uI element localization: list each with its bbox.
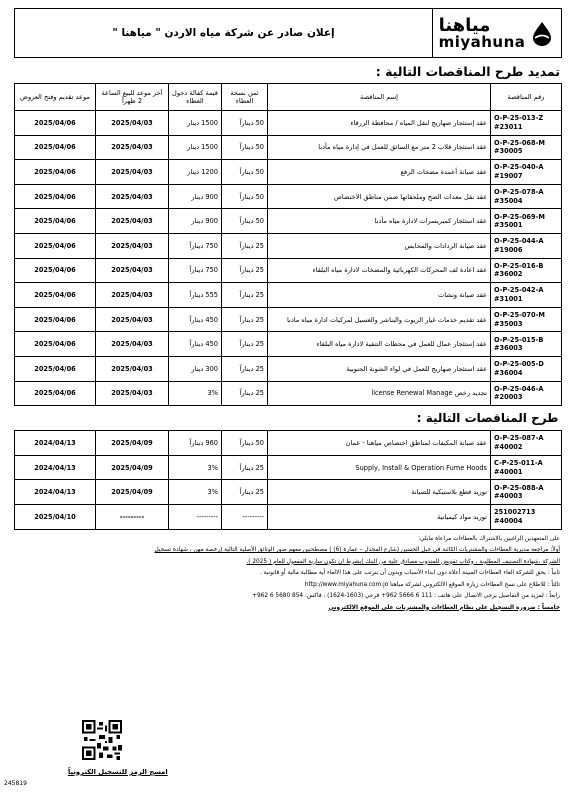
tender-ref bbox=[491, 111, 562, 136]
col-copy-price: ثمن نسخة العطاء bbox=[222, 84, 268, 111]
table-row bbox=[15, 381, 562, 406]
tender-name: Supply, Install & Operation Fume Hoods bbox=[268, 455, 491, 480]
table1-body bbox=[15, 111, 562, 406]
logo-arabic: مياهنا bbox=[438, 14, 491, 36]
tender-code: O-P-25-088-A bbox=[494, 483, 544, 492]
bond-value: 450 ديناراً bbox=[169, 332, 222, 357]
tender-code: O-P-25-005-D bbox=[494, 360, 544, 369]
tender-number: #40002 bbox=[494, 442, 523, 451]
announcement-page bbox=[14, 8, 562, 614]
logo-english: miyahuna bbox=[438, 32, 526, 51]
sale-deadline: 2025/04/03 bbox=[96, 356, 169, 381]
note-line: ثالثاً : للاطلاع على نسخ العطاءات زيارة الموقع الالكتروني لشركة مياهنا http://www.miyahuna.com.jo bbox=[304, 581, 560, 588]
bond-value: 1500 دينار bbox=[169, 135, 222, 160]
table-row bbox=[15, 258, 562, 283]
notes bbox=[14, 534, 560, 615]
header bbox=[14, 8, 562, 58]
tender-ref bbox=[491, 431, 562, 456]
opening-date: 2025/04/10 bbox=[15, 504, 96, 529]
opening-date: 2025/04/06 bbox=[15, 233, 96, 258]
code-number: 245819 bbox=[4, 780, 27, 787]
tender-code: O-P-25-087-A bbox=[494, 434, 544, 443]
col-opening: موعد تقديم وفتح العروض bbox=[15, 84, 96, 111]
tender-name: عقد صيانة المكيفات لمناطق اختصاص مياهنا - عمان bbox=[268, 431, 491, 456]
note-line: رابعاً : لمزيد من التفاصيل يرجى الاتصال على هاتف : 111 6 5666 962+ فرعي (1603-1624) ، فاكس: 854 5680 6 962+ bbox=[252, 593, 560, 599]
tender-ref bbox=[491, 233, 562, 258]
bond-value: 900 دينار bbox=[169, 184, 222, 209]
section-title-row bbox=[15, 406, 562, 431]
table-row bbox=[15, 431, 562, 456]
table-header-row bbox=[15, 84, 562, 111]
sale-deadline: 2025/04/03 bbox=[96, 184, 169, 209]
table-row bbox=[15, 455, 562, 480]
tender-code: O-P-25-046-A bbox=[494, 384, 544, 393]
opening-date: 2025/04/06 bbox=[15, 307, 96, 332]
tender-code: O-P-25-070-M bbox=[494, 310, 545, 319]
copy-price: 25 ديناراً bbox=[222, 283, 268, 308]
qr-caption: امسح الرمز للتسجيل الكترونياً bbox=[68, 768, 168, 776]
tender-number: #36004 bbox=[494, 368, 523, 377]
bond-value: 300 دينار bbox=[169, 356, 222, 381]
tender-name: عقد استئجار قلاب 2 متر مع السائق للعمل في إدارة مياه مأدبا bbox=[268, 135, 491, 160]
tender-number: #20003 bbox=[494, 393, 523, 402]
table-row bbox=[15, 283, 562, 308]
bond-value: 3% bbox=[169, 480, 222, 505]
bond-value: 3% bbox=[169, 455, 222, 480]
sale-deadline: 2025/04/03 bbox=[96, 381, 169, 406]
copy-price: 50 ديناراً bbox=[222, 160, 268, 185]
copy-price: 25 ديناراً bbox=[222, 480, 268, 505]
opening-date: 2025/04/06 bbox=[15, 160, 96, 185]
tender-ref bbox=[491, 332, 562, 357]
opening-date: 2025/04/06 bbox=[15, 111, 96, 136]
tender-name: عقد صيانة الردادات والمحابس bbox=[268, 233, 491, 258]
copy-price: 25 ديناراً bbox=[222, 233, 268, 258]
tender-name: عقد اعادة لف المحركات الكهربائية والمضخات لادارة مياه البلقاء bbox=[268, 258, 491, 283]
tender-code: O-P-25-078-A bbox=[494, 188, 544, 197]
table-row bbox=[15, 356, 562, 381]
table-row bbox=[15, 332, 562, 357]
copy-price: 50 ديناراً bbox=[222, 209, 268, 234]
sale-deadline: 2025/04/03 bbox=[96, 135, 169, 160]
tender-name: عقد إستئجار صهاريج لنقل المياه / محافظة الزرقاء bbox=[268, 111, 491, 136]
sale-deadline: 2025/04/03 bbox=[96, 332, 169, 357]
table-row bbox=[15, 307, 562, 332]
copy-price: 25 ديناراً bbox=[222, 332, 268, 357]
col-ref: رقم المناقصة bbox=[491, 84, 562, 111]
opening-date: 2025/04/06 bbox=[15, 135, 96, 160]
sale-deadline: 2025/04/09 bbox=[96, 431, 169, 456]
bond-value: 1200 دينار bbox=[169, 160, 222, 185]
bond-value: 900 دينار bbox=[169, 209, 222, 234]
col-name: إسم المناقصة bbox=[268, 84, 491, 111]
tender-number: #36003 bbox=[494, 344, 523, 353]
tender-number: #19006 bbox=[494, 245, 523, 254]
table2-body bbox=[15, 431, 562, 529]
tender-number: #30005 bbox=[494, 147, 523, 156]
bond-value: 555 ديناراً bbox=[169, 283, 222, 308]
opening-date: 2025/04/06 bbox=[15, 184, 96, 209]
tender-ref bbox=[491, 455, 562, 480]
opening-date: 2025/04/06 bbox=[15, 356, 96, 381]
tender-number: #19007 bbox=[494, 171, 523, 180]
opening-date: 2024/04/13 bbox=[15, 480, 96, 505]
tender-ref bbox=[491, 209, 562, 234]
copy-price: --------- bbox=[222, 504, 268, 529]
tender-number: #35004 bbox=[494, 196, 523, 205]
tender-number: #35001 bbox=[494, 221, 523, 230]
tender-name: عقد استئجار صهاريج للعمل في لواء الشونة الجنوبية bbox=[268, 356, 491, 381]
table-row bbox=[15, 233, 562, 258]
table-row bbox=[15, 480, 562, 505]
table-row bbox=[15, 209, 562, 234]
tender-ref bbox=[491, 381, 562, 406]
opening-date: 2024/04/13 bbox=[15, 431, 96, 456]
tender-ref bbox=[491, 283, 562, 308]
tender-code: O-P-25-044-A bbox=[494, 237, 544, 246]
sale-deadline: 2025/04/03 bbox=[96, 209, 169, 234]
tender-code: O-P-25-042-A bbox=[494, 286, 544, 295]
tender-ref bbox=[491, 160, 562, 185]
table-row bbox=[15, 504, 562, 529]
tender-code: O-P-25-016-B bbox=[494, 261, 544, 270]
tender-name: تجديد رخص license Renewal Manage bbox=[268, 381, 491, 406]
sale-deadline: 2025/04/03 bbox=[96, 233, 169, 258]
copy-price: 50 ديناراً bbox=[222, 184, 268, 209]
tender-ref bbox=[491, 307, 562, 332]
note-line: خامساً : ضرورة التسجيل على نظام العطاءات والمشتريات على الموقع الالكتروني bbox=[328, 604, 560, 611]
table-row bbox=[15, 135, 562, 160]
tender-code: O-P-25-068-M bbox=[494, 138, 545, 147]
qr-code-icon[interactable] bbox=[82, 720, 122, 760]
tender-number: #40004 bbox=[494, 516, 523, 525]
opening-date: 2025/04/06 bbox=[15, 209, 96, 234]
copy-price: 25 ديناراً bbox=[222, 455, 268, 480]
sale-deadline: 2025/04/09 bbox=[96, 455, 169, 480]
sale-deadline: 2025/04/03 bbox=[96, 307, 169, 332]
announcement-title: إعلان صادر عن شركة مياه الاردن " مياهنا " bbox=[112, 27, 335, 39]
tender-name: توريد مواد كيمياتية bbox=[268, 504, 491, 529]
tender-number: #36002 bbox=[494, 270, 523, 279]
bond-value: 750 ديناراً bbox=[169, 258, 222, 283]
tender-name: عقد إستئجار عمال للعمل في محطات التنقية لادارة مياه البلقاء bbox=[268, 332, 491, 357]
note-line: ثانياً : يحق للشركة الغاء العطاءات المبينة أعلاه دون ابداء الأسباب وبدون أن يترتب على هذا الالغاء أية مطالبة مالية أو قانونية . bbox=[260, 570, 560, 576]
tender-number: #35003 bbox=[494, 319, 523, 328]
tender-ref bbox=[491, 480, 562, 505]
opening-date: 2025/04/06 bbox=[15, 332, 96, 357]
copy-price: 25 ديناراً bbox=[222, 356, 268, 381]
tender-code: O-P-25-069-M bbox=[494, 212, 545, 221]
bond-value: 1500 دينار bbox=[169, 111, 222, 136]
tender-ref bbox=[491, 504, 562, 529]
tender-ref bbox=[491, 258, 562, 283]
opening-date: 2024/04/13 bbox=[15, 455, 96, 480]
copy-price: 50 ديناراً bbox=[222, 111, 268, 136]
tender-name: عقد نقل معدات الضخ وملحقاتها ضمن مناطق الاختصاص bbox=[268, 184, 491, 209]
water-drop-icon bbox=[529, 20, 555, 46]
table-row bbox=[15, 160, 562, 185]
sale-deadline: 2025/04/03 bbox=[96, 258, 169, 283]
bond-value: 3% bbox=[169, 381, 222, 406]
sale-deadline: --------- bbox=[96, 504, 169, 529]
section-title-new: طرح المناقصات التالية : bbox=[15, 406, 562, 431]
logo bbox=[432, 9, 561, 57]
tender-ref bbox=[491, 135, 562, 160]
tenders-table bbox=[14, 83, 562, 530]
tender-number: #31001 bbox=[494, 294, 523, 303]
tender-code: O-P-25-013-Z bbox=[494, 114, 544, 123]
bond-value: 960 ديناراً bbox=[169, 431, 222, 456]
col-sale-deadline: آخر موعد للبيع الساعة 2 ظهراً bbox=[96, 84, 169, 111]
table-row bbox=[15, 111, 562, 136]
tender-name: توريد قطع بلاستيكية للصيانة bbox=[268, 480, 491, 505]
sale-deadline: 2025/04/03 bbox=[96, 283, 169, 308]
tender-code: 251002713 bbox=[494, 508, 536, 517]
tender-name: عقد صيانة ونشات bbox=[268, 283, 491, 308]
opening-date: 2025/04/06 bbox=[15, 283, 96, 308]
tender-ref bbox=[491, 356, 562, 381]
tender-number: #40003 bbox=[494, 492, 523, 501]
tender-name: عقد استئجار كمبريسرات لادارة مياه مأدبا bbox=[268, 209, 491, 234]
copy-price: 25 ديناراً bbox=[222, 381, 268, 406]
copy-price: 50 ديناراً bbox=[222, 431, 268, 456]
note-line: الشركة ،شهادة التصنيف المطلوبة ، وكتاب تفويض للمندوب مصادق علية من البنك )بشرط ان تكون سارية المفعول للعام ( 2025 ). bbox=[246, 558, 560, 565]
copy-price: 50 ديناراً bbox=[222, 135, 268, 160]
bond-value: 450 ديناراً bbox=[169, 307, 222, 332]
table-row bbox=[15, 184, 562, 209]
tender-name: عقد تقديم خدمات غيار الزيوت والبناشر والغسيل لمركبات ادارة مياه مادبا bbox=[268, 307, 491, 332]
sale-deadline: 2025/04/09 bbox=[96, 480, 169, 505]
opening-date: 2025/04/06 bbox=[15, 381, 96, 406]
col-bond: قيمة كفالة دخول العطاء bbox=[169, 84, 222, 111]
copy-price: 25 ديناراً bbox=[222, 258, 268, 283]
copy-price: 25 ديناراً bbox=[222, 307, 268, 332]
note-line: أولاً: مراجعة مديرية العطاءات والمشتريات الكائنة في جبل الحسين (شارع المجدل – عمارة (6) ) مصطحبين معهم صور الوثائق الأصلية التالية (رخصة مهن ، شهادة تسجيل bbox=[154, 547, 560, 553]
tender-ref bbox=[491, 184, 562, 209]
tender-code: O-P-25-040-A bbox=[494, 163, 544, 172]
opening-date: 2025/04/06 bbox=[15, 258, 96, 283]
bond-value: --------- bbox=[169, 504, 222, 529]
tender-number: #40001 bbox=[494, 467, 523, 476]
sale-deadline: 2025/04/03 bbox=[96, 111, 169, 136]
note-line: على المتعهدين الراغبين بالاشتراك بالعطاءات مراعاة مايلي: bbox=[418, 535, 560, 542]
tender-name: عقد صيانة أعمدة مضخات الرفع bbox=[268, 160, 491, 185]
section-title-extension: تمديد طرح المناقصات التالية : bbox=[375, 64, 560, 79]
tender-code: O-P-25-015-B bbox=[494, 335, 544, 344]
sale-deadline: 2025/04/03 bbox=[96, 160, 169, 185]
tender-code: C-P-25-011-A bbox=[494, 458, 543, 467]
bond-value: 750 ديناراً bbox=[169, 233, 222, 258]
tender-number: #23011 bbox=[494, 122, 523, 131]
